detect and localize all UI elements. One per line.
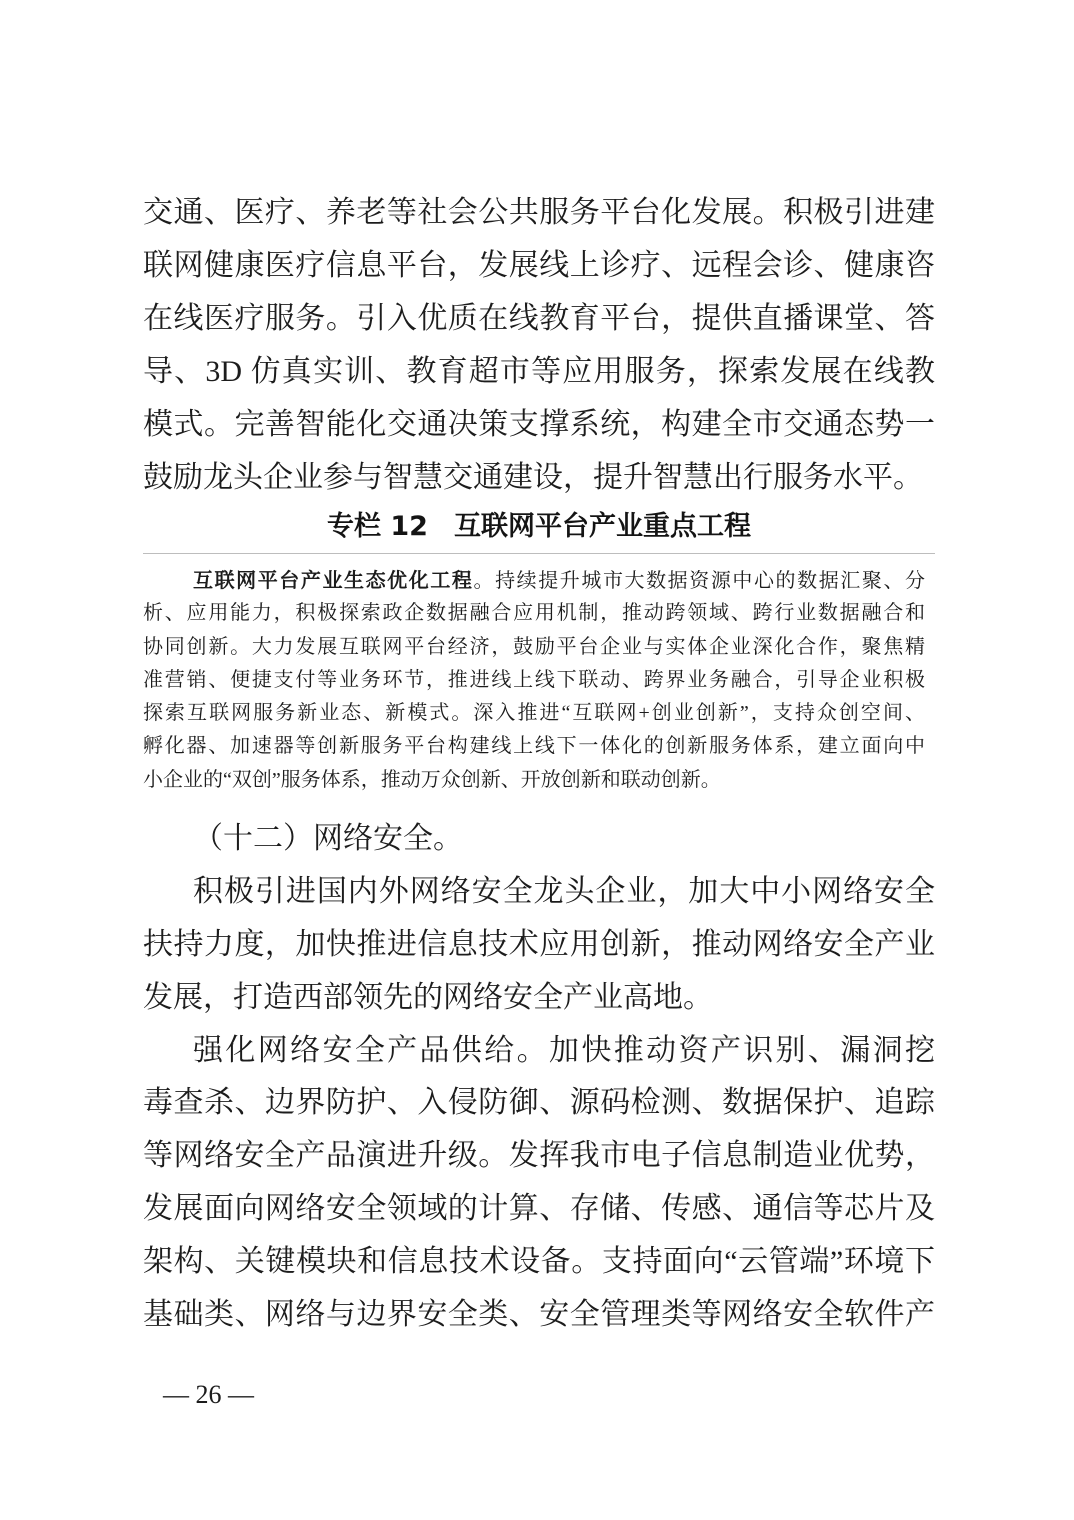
text-line: 发展，打造西部领先的网络安全产业高地。 xyxy=(143,980,713,1014)
text-line: 交通、医疗、养老等社会公共服务平台化发展。积极引进建 xyxy=(143,196,935,229)
column-box-body xyxy=(143,564,925,797)
text-line: 联网健康医疗信息平台，发展线上诊疗、远程会诊、健康咨 xyxy=(143,249,935,282)
column-box-label: 专栏 12 xyxy=(327,511,428,542)
text-line: 等网络安全产品演进升级。发挥我市电子信息制造业优势， xyxy=(143,1139,935,1173)
text-line: 模式。完善智能化交通决策支撑系统，构建全市交通态势一 xyxy=(143,408,935,441)
paragraph-2 xyxy=(143,866,935,1025)
column-box-divider xyxy=(143,553,935,554)
text-line: 在线医疗服务。引入优质在线教育平台，提供直播课堂、答 xyxy=(143,302,935,335)
text-line: 强化网络安全产品供给。加快推动资产识别、漏洞挖 xyxy=(193,1033,935,1067)
column-box-lead: 互联网平台产业生态优化工程 xyxy=(193,568,474,592)
page-number: — 26 — xyxy=(163,1380,254,1409)
column-box-line: 孵化器、加速器等创新服务平台构建线上线下一体化的创新服务体系，建立面向中 xyxy=(143,735,925,758)
column-box-line: 小企业的“双创”服务体系，推动万众创新、开放创新和联动创新。 xyxy=(143,768,721,791)
text-line: 鼓励龙头企业参与智慧交通建设，提升智慧出行服务水平。 xyxy=(143,461,923,494)
text-line: 基础类、网络与边界安全类、安全管理类等网络安全软件产 xyxy=(143,1298,935,1332)
text-line: 毒查杀、边界防护、入侵防御、源码检测、数据保护、追踪 xyxy=(143,1086,935,1120)
section-network-security xyxy=(143,813,935,1342)
column-box-lead-rest: 。持续提升城市大数据资源中心的数据汇聚、分 xyxy=(473,570,925,592)
paragraph-1 xyxy=(143,186,935,504)
column-box-line: 协同创新。大力发展互联网平台经济，鼓励平台企业与实体企业深化合作，聚焦精 xyxy=(143,635,925,658)
column-box-line xyxy=(143,564,925,597)
text-line: 扶持力度，加快推进信息技术应用创新，推动网络安全产业 xyxy=(143,927,935,961)
text-line: 积极引进国内外网络安全龙头企业，加大中小网络安全 xyxy=(193,874,935,908)
section-heading: （十二）网络安全。 xyxy=(193,822,463,855)
column-box-line: 探索互联网服务新业态、新模式。深入推进“互联网+创业创新”，支持众创空间、 xyxy=(143,702,925,725)
text-line: 导、3D 仿真实训、教育超市等应用服务，探索发展在线教 xyxy=(143,355,935,388)
column-box-line: 析、应用能力，积极探索政企数据融合应用机制，推动跨领域、跨行业数据融合和 xyxy=(143,602,925,625)
column-box-line: 准营销、便捷支付等业务环节，推进线上线下联动、跨界业务融合，引导企业积极 xyxy=(143,668,925,691)
paragraph-3 xyxy=(143,1025,935,1342)
text-line: 架构、关键模块和信息技术设备。支持面向“云管端”环境下 xyxy=(143,1245,935,1279)
column-box-title xyxy=(143,508,935,546)
text-line: 发展面向网络安全领域的计算、存储、传感、通信等芯片及 xyxy=(143,1192,935,1226)
column-box-heading: 互联网平台产业重点工程 xyxy=(453,511,751,542)
